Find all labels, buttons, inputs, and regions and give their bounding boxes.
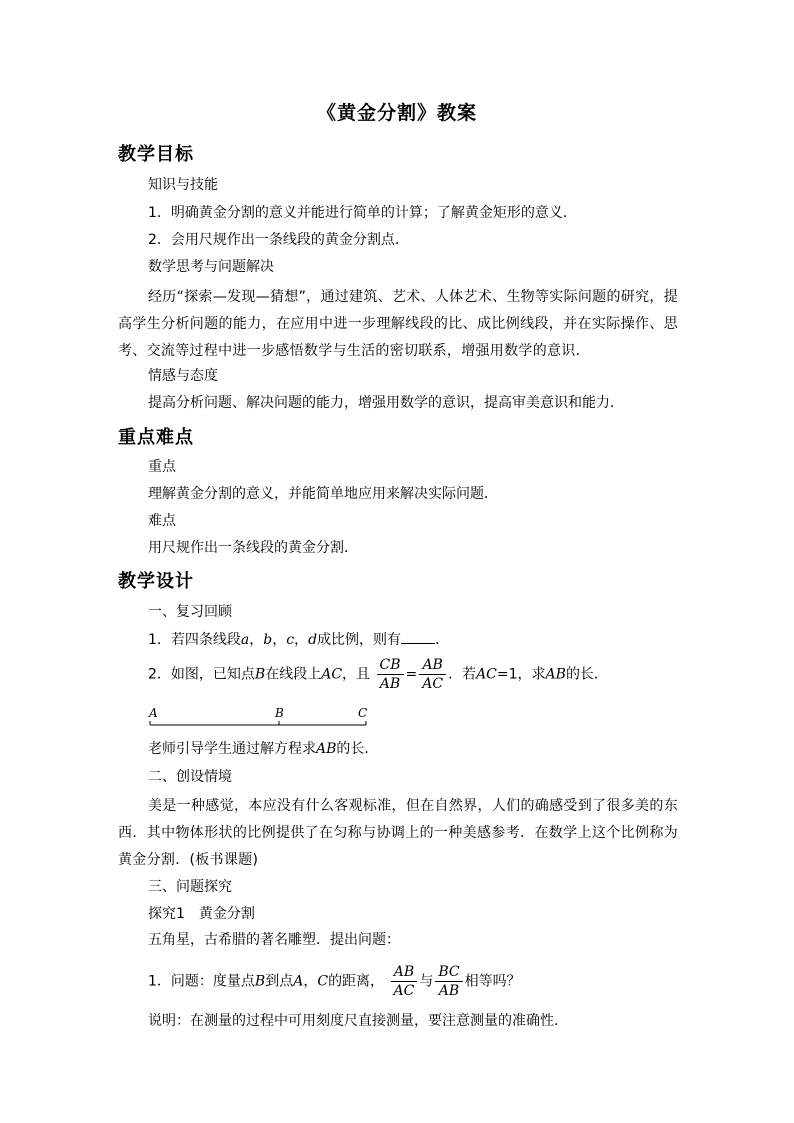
difficulty-text: 用尺规作出一条线段的黄金分割． (148, 540, 358, 556)
part-review: 一、复习回顾 (148, 604, 232, 620)
point-c-label: C (358, 706, 368, 720)
section-heading-objectives: 教学目标 (118, 144, 194, 165)
objective-item-2: 2．会用尺规作出一条线段的黄金分割点． (148, 232, 409, 248)
fraction-cb-ab: $\frac{CB}{AB}$ (377, 656, 404, 693)
subheading-knowledge: 知识与技能 (148, 177, 218, 193)
point-b-label: B (275, 706, 284, 720)
fraction-bc-ab: $\frac{BC}{AB}$ (435, 963, 462, 1000)
subheading-attitude: 情感与态度 (148, 368, 218, 384)
keypoint-text: 理解黄金分割的意义，并能简单地应用来解决实际问题． (148, 486, 498, 502)
explore-1-title: 探究1 黄金分割 (148, 906, 255, 922)
part-scenario: 二、创设情境 (148, 769, 232, 785)
star-intro: 五角星，古希腊的著名雕塑．提出问题： (148, 932, 400, 948)
objective-item-1: 1．明确黄金分割的意义并能进行简单的计算；了解黄金矩形的意义． (148, 205, 577, 221)
page-title: 《黄金分割》教案 (316, 102, 477, 124)
paragraph-attitude: 提高分析问题、解决问题的能力，增强用数学的意识，提高审美意识和能力． (148, 395, 624, 411)
explore-question-1: 1．问题：度量点B到点A，C的距离， $\frac{AB}{AC}$ 与 $\frac{BC}{AB}$ 相等吗？ (148, 964, 521, 999)
section-heading-keypoints: 重点难点 (118, 427, 194, 448)
subheading-key: 重点 (148, 459, 176, 475)
point-a-label: A (149, 706, 158, 720)
segment-diagram (140, 703, 380, 731)
fraction-ab-ac-2: $\frac{AB}{AC}$ (391, 963, 418, 1000)
measurement-note: 说明：在测量的过程中可用刻度尺直接测量，要注意测量的准确性． (148, 1013, 568, 1029)
subheading-thinking: 数学思考与问题解决 (148, 259, 274, 275)
review-question-1: 1．若四条线段a，b，c，d成比例，则有 ． (148, 629, 449, 650)
part-explore: 三、问题探究 (148, 879, 232, 895)
fraction-ab-ac: $\frac{AB}{AC}$ (419, 656, 446, 693)
answer-blank (401, 629, 435, 644)
paragraph-thinking: 经历“探索—发现—猜想”，通过建筑、艺术、人体艺术、生物等实际问题的研究，提高学生分析问题的能力，在应用中进一步理解线段的比、成比例线段，并在实际操作、思考、交流等过程中进一步感悟数学与生活的密切联系，增强用数学的意识． (118, 289, 678, 359)
subheading-difficult: 难点 (148, 513, 176, 529)
section-heading-design: 教学设计 (118, 571, 194, 592)
paragraph-scenario: 美是一种感觉，本应没有什么客观标准，但在自然界，人们的确感受到了很多美的东西．其中物体形状的比例提供了在匀称与协调上的一种美感参考．在数学上这个比例称为黄金分割．(板书课题) (118, 798, 678, 868)
teacher-guidance: 老师引导学生通过解方程求AB的长． (148, 741, 379, 757)
review-question-2: 2．如图，已知点B在线段上AC，且 $\frac{CB}{AB}$ = $\frac{AB}{AC}$ ．若AC=1，求AB的长． (148, 657, 608, 692)
